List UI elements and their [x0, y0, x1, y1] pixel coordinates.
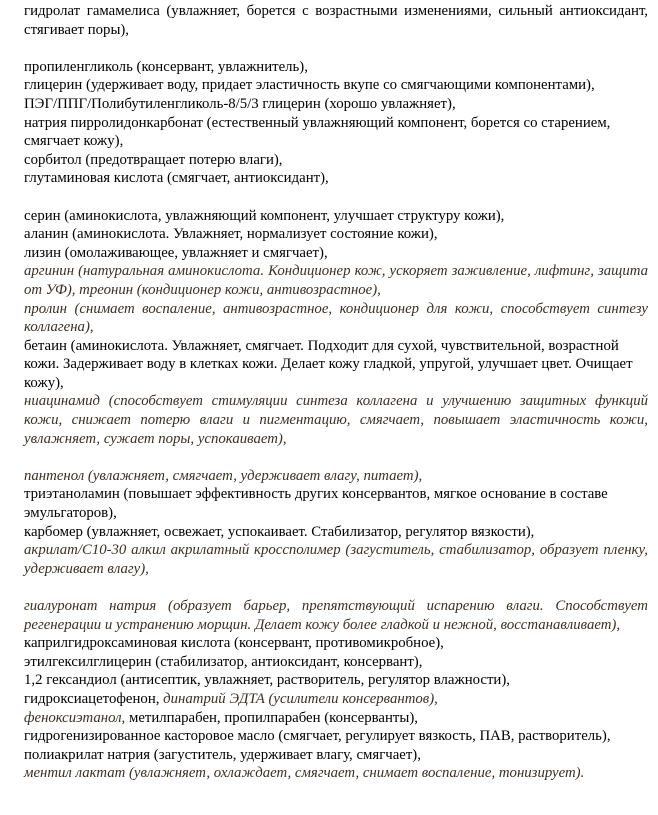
ingredient-text-italic: феноксиэтанол,: [24, 709, 129, 726]
ingredient-text: гидрогенизированное касторовое масло (смягчает, регулирует вязкость, ПАВ, растворитель),: [24, 728, 611, 745]
ingredient-entry: [24, 169, 648, 188]
ingredient-text: глицерин (удерживает воду, придает эластичность вкупе со смягчающими компонентами),: [24, 77, 595, 94]
ingredient-entry: [24, 597, 648, 634]
ingredient-text: 1,2 гександиол (антисептик, увлажняет, растворитель, регулятор влажности),: [24, 672, 510, 689]
ingredient-entry: [24, 485, 648, 522]
ingredient-text: ПЭГ/ППГ/Полибутиленгликоль-8/5/3 глицерин (хорошо увлажняет),: [24, 95, 456, 112]
ingredient-entry: [24, 746, 648, 765]
paragraph-gap: [24, 39, 648, 58]
ingredient-text: натрия пирролидонкарбонат (естественный увлажняющий компонент, борется со старением, смягчает кожу),: [24, 114, 611, 150]
ingredient-text: гидролат гамамелиса (увлажняет, борется с возрастными изменениями, сильный антиоксидант, стягивает поры),: [24, 3, 648, 38]
ingredient-text-italic: акрилат/С10-30 алкил акрилатный кроссполимер (загуститель, стабилизатор, образует пленку, удерживает влагу),: [24, 542, 648, 577]
ingredient-text-italic: ниацинамид (способствует стимуляции синтеза коллагена и улучшению защитных функций кожи, снижает потерю влаги и пигментацию, смягчает, повышает эластичность кожи, увлажняет, сужает поры, успокаивает),: [24, 393, 648, 447]
ingredient-text: лизин (омолаживающее, увлажняет и смягчает),: [24, 244, 328, 261]
ingredient-entry: [24, 207, 648, 226]
ingredient-entry: [24, 467, 648, 486]
ingredient-entry: [24, 300, 648, 337]
ingredient-text: аланин (аминокислота. Увлажняет, нормализует состояние кожи),: [24, 226, 438, 243]
ingredient-text-italic: пантенол (увлажняет, смягчает, удерживает влагу, питает),: [24, 467, 423, 484]
ingredient-entry: [24, 634, 648, 653]
ingredient-entry: [24, 244, 648, 263]
paragraph-gap: [24, 188, 648, 207]
ingredient-text: триэтаноламин (повышает эффективность других консервантов, мягкое основание в составе эмульгаторов),: [24, 486, 608, 522]
ingredient-entry: [24, 671, 648, 690]
ingredient-entry: [24, 523, 648, 542]
ingredient-entry: [24, 764, 648, 783]
ingredient-entry: [24, 2, 648, 39]
ingredient-text-italic: ментил лактат (увлажняет, охлаждает, смягчает, снимает воспаление, тонизирует).: [24, 765, 585, 782]
paragraph-gap: [24, 448, 648, 467]
ingredient-entry: [24, 727, 648, 746]
ingredient-entry: [24, 225, 648, 244]
paragraph-gap: [24, 578, 648, 597]
ingredient-text: серин (аминокислота, увлажняющий компонент, улучшает структуру кожи),: [24, 207, 505, 224]
ingredient-text-italic: динатрий ЭДТА (усилители консервантов),: [163, 690, 438, 707]
ingredient-entry: [24, 392, 648, 448]
ingredient-text: метилпарабен, пропилпарабен (консерванты),: [128, 709, 418, 726]
ingredient-text: сорбитол (предотвращает потерю влаги),: [24, 151, 283, 168]
ingredient-text: полиакрилат натрия (загуститель, удерживает влагу, смягчает),: [24, 746, 421, 763]
ingredient-entry: [24, 114, 648, 151]
ingredient-entry: [24, 262, 648, 299]
ingredient-entry: [24, 151, 648, 170]
ingredient-text-italic: гиалуронат натрия (образует барьер, препятствующий испарению влаги. Способствует регенерации и устранению морщин. Делает кожу более гладкой и нежной, восстанавливает),: [24, 598, 648, 633]
ingredient-list: [24, 2, 648, 783]
ingredient-entry: [24, 709, 648, 728]
ingredient-entry: [24, 541, 648, 578]
ingredient-entry: [24, 58, 648, 77]
ingredient-entry: [24, 690, 648, 709]
ingredient-text-italic: пролин (снимает воспаление, антивозрастное, кондиционер для кожи, способствует синтезу коллагена),: [24, 300, 648, 336]
ingredient-entry: [24, 337, 648, 393]
ingredient-text-italic: аргинин (натуральная аминокислота. Кондиционер кож, ускоряет заживление, лифтинг, защита от УФ), треонин (кондиционер кожи, антивозрастное),: [24, 263, 648, 298]
ingredient-text: пропиленгликоль (консервант, увлажнитель),: [24, 58, 308, 75]
ingredient-text: глутаминовая кислота (смягчает, антиоксидант),: [24, 170, 329, 187]
ingredient-text: каприлгидроксаминовая кислота (консервант, противомикробное),: [24, 635, 444, 652]
ingredient-text: этилгексилглицерин (стабилизатор, антиоксидант, консервант),: [24, 653, 423, 670]
ingredient-text: бетаин (аминокислота. Увлажняет, смягчает. Подходит для сухой, чувствительной, возрастной кожи. Задерживает воду в клетках кожи. Делает кожу гладкой, упругой, улучшает цвет. Очищает кожу),: [24, 337, 633, 391]
ingredient-text: карбомер (увлажняет, освежает, успокаивает. Стабилизатор, регулятор вязкости),: [24, 523, 535, 540]
ingredient-text: гидроксиацетофенон,: [24, 690, 164, 707]
ingredient-entry: [24, 653, 648, 672]
ingredient-entry: [24, 76, 648, 95]
ingredient-entry: [24, 95, 648, 114]
